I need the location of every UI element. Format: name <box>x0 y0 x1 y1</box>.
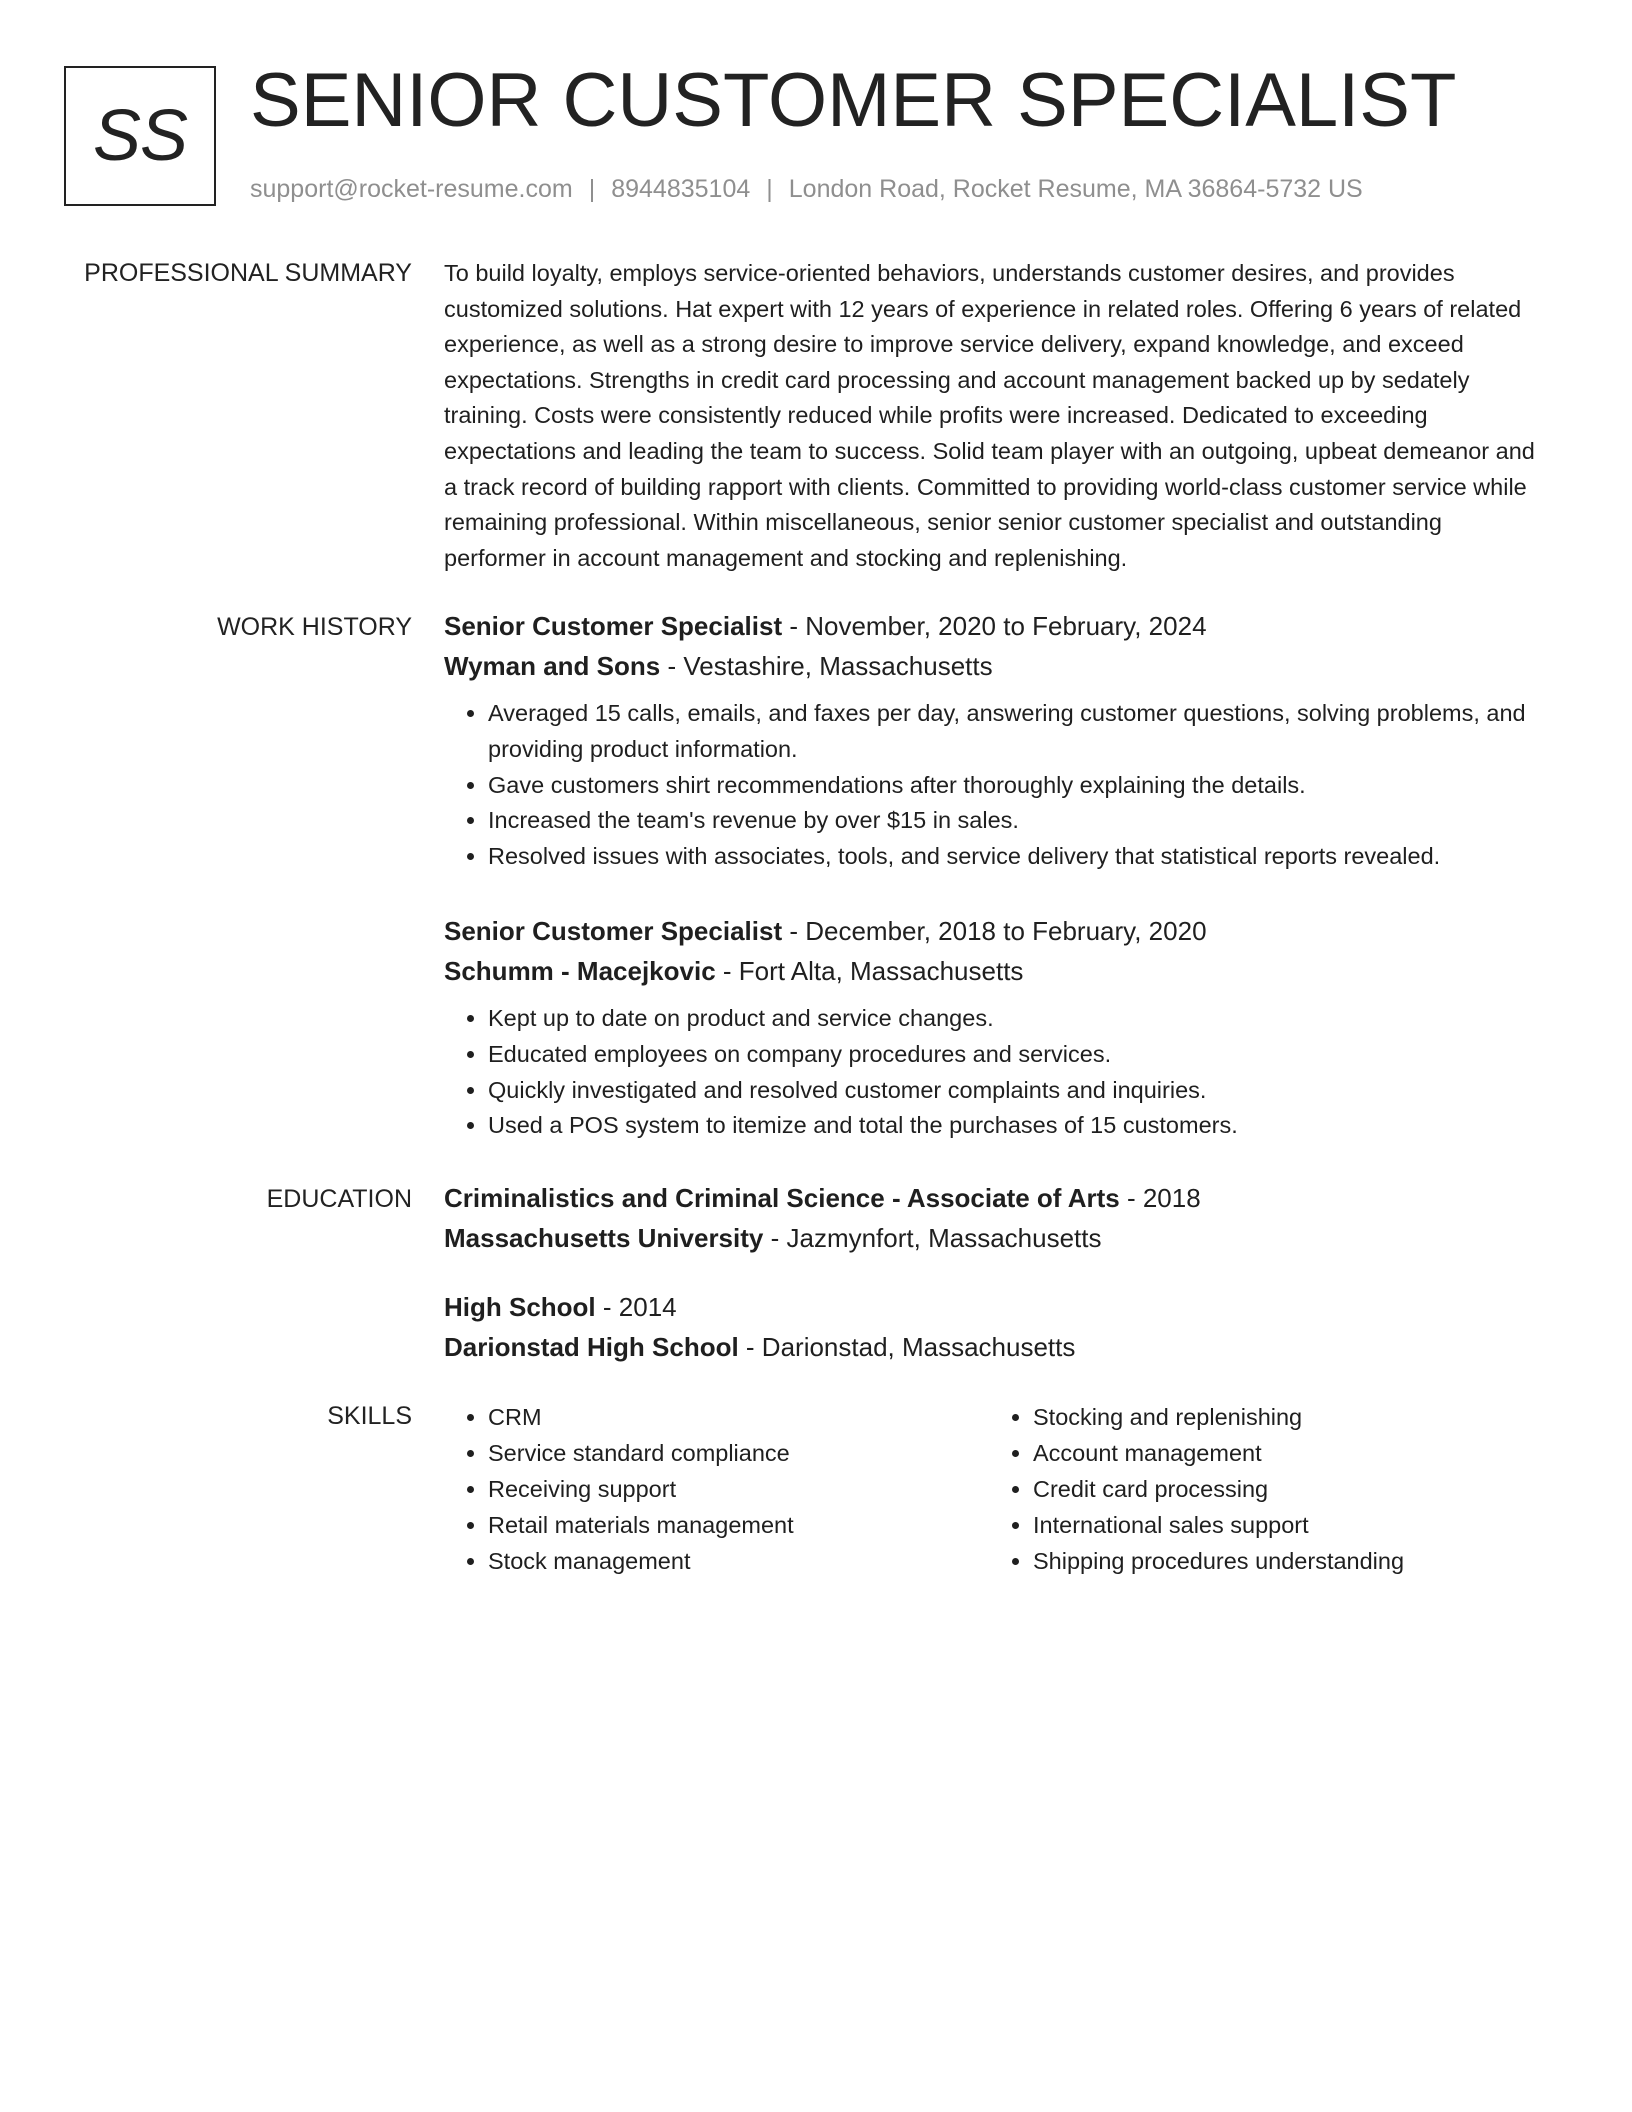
monogram-initials: SS <box>92 96 188 176</box>
skill-item: • Account management <box>1033 1435 1534 1471</box>
job-location: - Fort Alta, Massachusetts <box>715 956 1024 986</box>
contact-separator: | <box>588 175 596 203</box>
education-school-line <box>444 1327 1544 1367</box>
job-location: - Vestashire, Massachusetts <box>660 651 993 681</box>
education-degree: High School <box>444 1292 596 1322</box>
education-location: - Darionstad, Massachusetts <box>738 1332 1076 1362</box>
skill-item: • Credit card processing <box>1033 1471 1534 1507</box>
job-company: Schumm - Macejkovic <box>444 956 716 986</box>
job-company-line <box>444 646 1544 686</box>
job-bullet: • Educated employees on company procedures and services. <box>488 1037 1544 1073</box>
job-bullet: • Gave customers shirt recommendations after thoroughly explaining the details. <box>488 768 1544 804</box>
skill-item: • Retail materials management <box>488 1507 989 1543</box>
skill-item: • Service standard compliance <box>488 1435 989 1471</box>
job-role-line <box>444 911 1544 951</box>
contact-phone[interactable]: 8944835104 <box>611 175 751 203</box>
work-history-heading: WORK HISTORY <box>217 613 412 641</box>
skill-item: • CRM <box>488 1399 989 1435</box>
job-bullet: • Used a POS system to itemize and total the purchases of 15 customers. <box>488 1108 1544 1144</box>
job-dates: - November, 2020 to February, 2024 <box>782 611 1207 641</box>
education-entry <box>444 1178 1544 1258</box>
contact-address: London Road, Rocket Resume, MA 36864-5732 US <box>788 175 1363 203</box>
contact-email[interactable]: support@rocket-resume.com <box>250 175 573 203</box>
skill-item: • International sales support <box>1033 1507 1534 1543</box>
contact-separator: | <box>766 175 773 203</box>
job-company-line <box>444 951 1544 991</box>
education-location: - Jazmynfort, Massachusetts <box>763 1223 1102 1253</box>
job-dates: - December, 2018 to February, 2020 <box>782 916 1207 946</box>
job-role-line <box>444 606 1544 646</box>
education-school: Massachusetts University <box>444 1223 764 1253</box>
education-year: - 2014 <box>595 1292 677 1322</box>
job-role: Senior Customer Specialist <box>444 611 783 641</box>
education-school-line <box>444 1218 1544 1258</box>
contact-line <box>250 172 1363 206</box>
job-bullet: • Averaged 15 calls, emails, and faxes per day, answering customer questions, solving problems, and providing product information. <box>488 696 1544 768</box>
resume-title: SENIOR CUSTOMER SPECIALIST <box>250 58 1457 143</box>
skills-column-right <box>989 1399 1534 1579</box>
education-degree-line <box>444 1178 1544 1218</box>
education-year: - 2018 <box>1119 1183 1201 1213</box>
job-bullet: • Kept up to date on product and service changes. <box>488 1001 1544 1037</box>
skills-heading: SKILLS <box>327 1402 412 1430</box>
job-bullet: • Increased the team's revenue by over $15 in sales. <box>488 803 1544 839</box>
skills-list <box>444 1399 1544 1579</box>
education-heading: EDUCATION <box>266 1185 412 1213</box>
education-entry <box>444 1287 1544 1367</box>
summary-text: To build loyalty, employs service-oriented behaviors, understands customer desires, and provides customized solutions. Hat expert with 12 years of experience in related roles. Offering 6 years of related experience, as well as a strong desire to improve service delivery, expand knowledge, and exceed expectations. Strengths in credit card processing and account management backed up by sedately training. Costs were consistently reduced while profits were increased. Dedicated to exceeding expectations and leading the team to success. Solid team player with an outgoing, upbeat demeanor and a track record of building rapport with clients. Committed to providing world-class customer service while remaining professional. Within miscellaneous, senior senior customer specialist and outstanding performer in account management and stocking and replenishing. <box>444 260 1535 571</box>
job-bullets <box>444 1001 1544 1144</box>
job-bullet: • Quickly investigated and resolved customer complaints and inquiries. <box>488 1073 1544 1109</box>
job-entry <box>444 911 1544 1144</box>
education-school: Darionstad High School <box>444 1332 739 1362</box>
education-degree-line <box>444 1287 1544 1327</box>
summary-heading: PROFESSIONAL SUMMARY <box>84 259 412 287</box>
skill-item: • Stocking and replenishing <box>1033 1399 1534 1435</box>
job-bullets <box>444 696 1544 875</box>
job-bullet: • Resolved issues with associates, tools, and service delivery that statistical reports revealed. <box>488 839 1544 875</box>
skill-item: • Shipping procedures understanding <box>1033 1543 1534 1579</box>
monogram-box <box>64 66 216 206</box>
skill-item: • Receiving support <box>488 1471 989 1507</box>
skills-column-left <box>444 1399 989 1579</box>
job-entry <box>444 606 1544 875</box>
job-company: Wyman and Sons <box>444 651 661 681</box>
skill-item: • Stock management <box>488 1543 989 1579</box>
job-role: Senior Customer Specialist <box>444 916 783 946</box>
education-degree: Criminalistics and Criminal Science - Associate of Arts <box>444 1183 1120 1213</box>
